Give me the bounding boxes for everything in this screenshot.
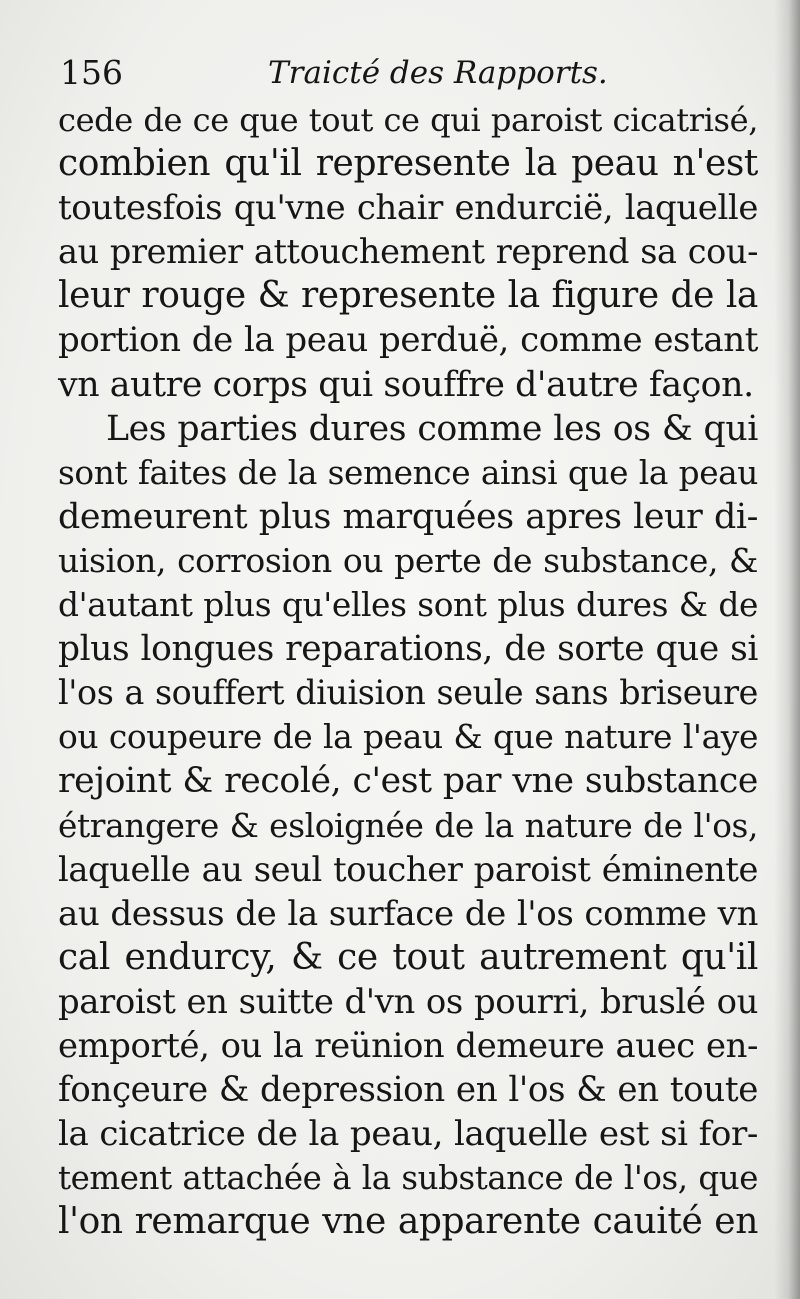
text-block: [58, 48, 758, 1244]
page-edge-shadow: [774, 0, 800, 1299]
text-line: demeurent plus marquées apres leur di-: [58, 496, 758, 537]
text-line: étrangere & esloignée de la nature de l'os,: [58, 806, 758, 845]
paragraph-1: [58, 98, 758, 407]
text-line: portion de la peau perduë, comme estant: [58, 320, 758, 361]
text-line: au dessus de la surface de l'os comme vn: [58, 893, 758, 934]
text-line: cede de ce que tout ce qui paroist cicatrisé,: [58, 101, 758, 139]
text-line: au premier attouchement reprend sa cou-: [58, 232, 758, 272]
text-line: sont faites de la semence ainsi que la peau: [58, 453, 758, 492]
text-line: toutesfois qu'vne chair endurcië, laquelle: [58, 188, 758, 228]
page-number: 156: [60, 53, 123, 92]
text-line: Les parties dures comme les os & qui: [106, 408, 758, 449]
text-line: emporté, ou la reünion demeure auec en-: [58, 1025, 758, 1065]
text-line: l'os a souffert diuision seule sans briseure: [58, 673, 758, 713]
paragraph-2: [58, 407, 758, 1245]
text-line: rejoint & recolé, c'est par vne substance: [58, 761, 758, 802]
text-line: la cicatrice de la peau, laquelle est si for-: [58, 1114, 758, 1155]
text-line: d'autant plus qu'elles sont plus dures & de: [58, 586, 758, 625]
text-line: uision, corrosion ou perte de substance, &: [58, 540, 758, 580]
running-title: Traicté des Rapports.: [268, 55, 608, 91]
text-line: plus longues reparations, de sorte que si: [58, 629, 758, 670]
text-line: l'on remarque vne apparente cauité en: [58, 1201, 758, 1243]
text-line: tement attachée à la substance de l'os, que: [58, 1159, 758, 1198]
text-line: fonçeure & depression en l'os & en toute: [58, 1070, 758, 1111]
text-line: leur rouge & represente la figure de la: [58, 275, 758, 317]
text-line: laquelle au seul toucher paroist éminente: [58, 849, 758, 889]
text-line: paroist en suitte d'vn os pourri, bruslé ou: [58, 981, 758, 1021]
text-line: ou coupeure de la peau & que nature l'aye: [58, 717, 758, 757]
text-line: vn autre corps qui souffre d'autre façon.: [58, 364, 754, 405]
text-line: cal endurcy, & ce tout autrement qu'il: [58, 936, 758, 978]
page-header: [58, 48, 758, 98]
text-line: combien qu'il represente la peau n'est: [58, 143, 758, 185]
